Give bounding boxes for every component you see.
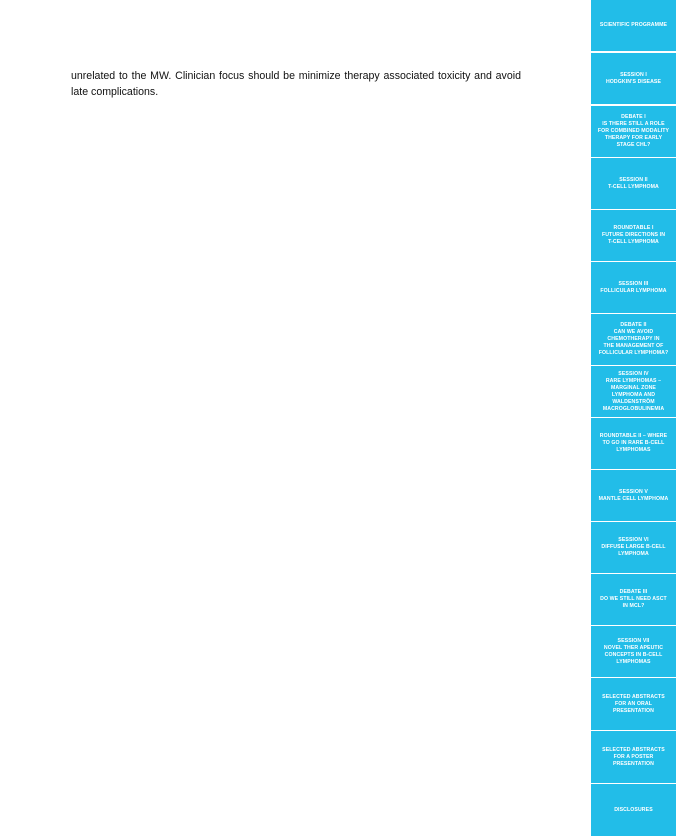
nav-label: SESSION VII NOVEL THER APEUTIC CONCEPTS IN B-CELL LYMPHOMAS bbox=[603, 637, 664, 665]
nav-label: DEBATE II CAN WE AVOID CHEMOTHERAPY IN THE MANAGEMENT OF FOLLICULAR LYMPHOMA? bbox=[598, 322, 669, 356]
nav-label: SESSION VI DIFFUSE LARGE B-CELL LYMPHOMA bbox=[601, 537, 666, 557]
nav-label: DEBATE III DO WE STILL NEED ASCT IN MCL? bbox=[600, 589, 667, 609]
nav-label: ROUNDTABLE I FUTURE DIRECTIONS IN T-CELL LYMPHOMA bbox=[601, 225, 666, 245]
nav-session-4-rare-lymphomas[interactable] bbox=[591, 366, 676, 417]
nav-label: SESSION IV RARE LYMPHOMAS – MARGINAL ZONE LYMPHOMA AND WALDENSTRÖM MACROGLOBULINEMIA bbox=[602, 370, 665, 412]
nav-label: ROUNDTABLE II – WHERE TO GO IN RARE B-CELL LYMPHOMAS bbox=[599, 433, 668, 453]
nav-roundtable-2[interactable] bbox=[591, 418, 676, 469]
nav-debate-3[interactable] bbox=[591, 574, 676, 625]
nav-scientific-programme[interactable] bbox=[591, 0, 676, 51]
nav-abstracts-oral[interactable] bbox=[591, 678, 676, 730]
nav-session-3-follicular-lymphoma[interactable] bbox=[591, 262, 676, 313]
body-paragraph: unrelated to the MW. Clinician focus should be minimize therapy associated toxicity and avoid late complications. bbox=[71, 70, 521, 98]
nav-label: DISCLOSURES bbox=[614, 806, 653, 813]
nav-label: SESSION I HODGKIN'S DISEASE bbox=[605, 71, 662, 85]
nav-label: SELECTED ABSTRACTS FOR AN ORAL PRESENTATION bbox=[602, 693, 665, 714]
nav-session-2-t-cell-lymphoma[interactable] bbox=[591, 158, 676, 209]
nav-label: SESSION V MANTLE CELL LYMPHOMA bbox=[598, 488, 669, 502]
nav-session-6-dlbcl[interactable] bbox=[591, 522, 676, 573]
nav-label: SCIENTIFIC PROGRAMME bbox=[599, 22, 668, 28]
nav-debate-2[interactable] bbox=[591, 314, 676, 365]
nav-label: DEBATE I IS THERE STILL A ROLE FOR COMBINED MODALITY THERAPY FOR EARLY STAGE CHL? bbox=[597, 114, 670, 148]
nav-label: SELECTED ABSTRACTS FOR A POSTER PRESENTATION bbox=[602, 746, 665, 767]
nav-label: SESSION III FOLLICULAR LYMPHOMA bbox=[600, 280, 667, 294]
section-sidebar bbox=[591, 0, 676, 836]
nav-session-7-novel-concepts[interactable] bbox=[591, 626, 676, 677]
nav-label: SESSION II T-CELL LYMPHOMA bbox=[608, 176, 659, 190]
nav-disclosures[interactable] bbox=[591, 784, 676, 836]
nav-session-1-hodgkins-disease[interactable] bbox=[591, 53, 676, 104]
nav-roundtable-1[interactable] bbox=[591, 210, 676, 261]
nav-session-5-mantle-cell-lymphoma[interactable] bbox=[591, 470, 676, 521]
nav-abstracts-poster[interactable] bbox=[591, 731, 676, 783]
nav-debate-1[interactable] bbox=[591, 106, 676, 157]
